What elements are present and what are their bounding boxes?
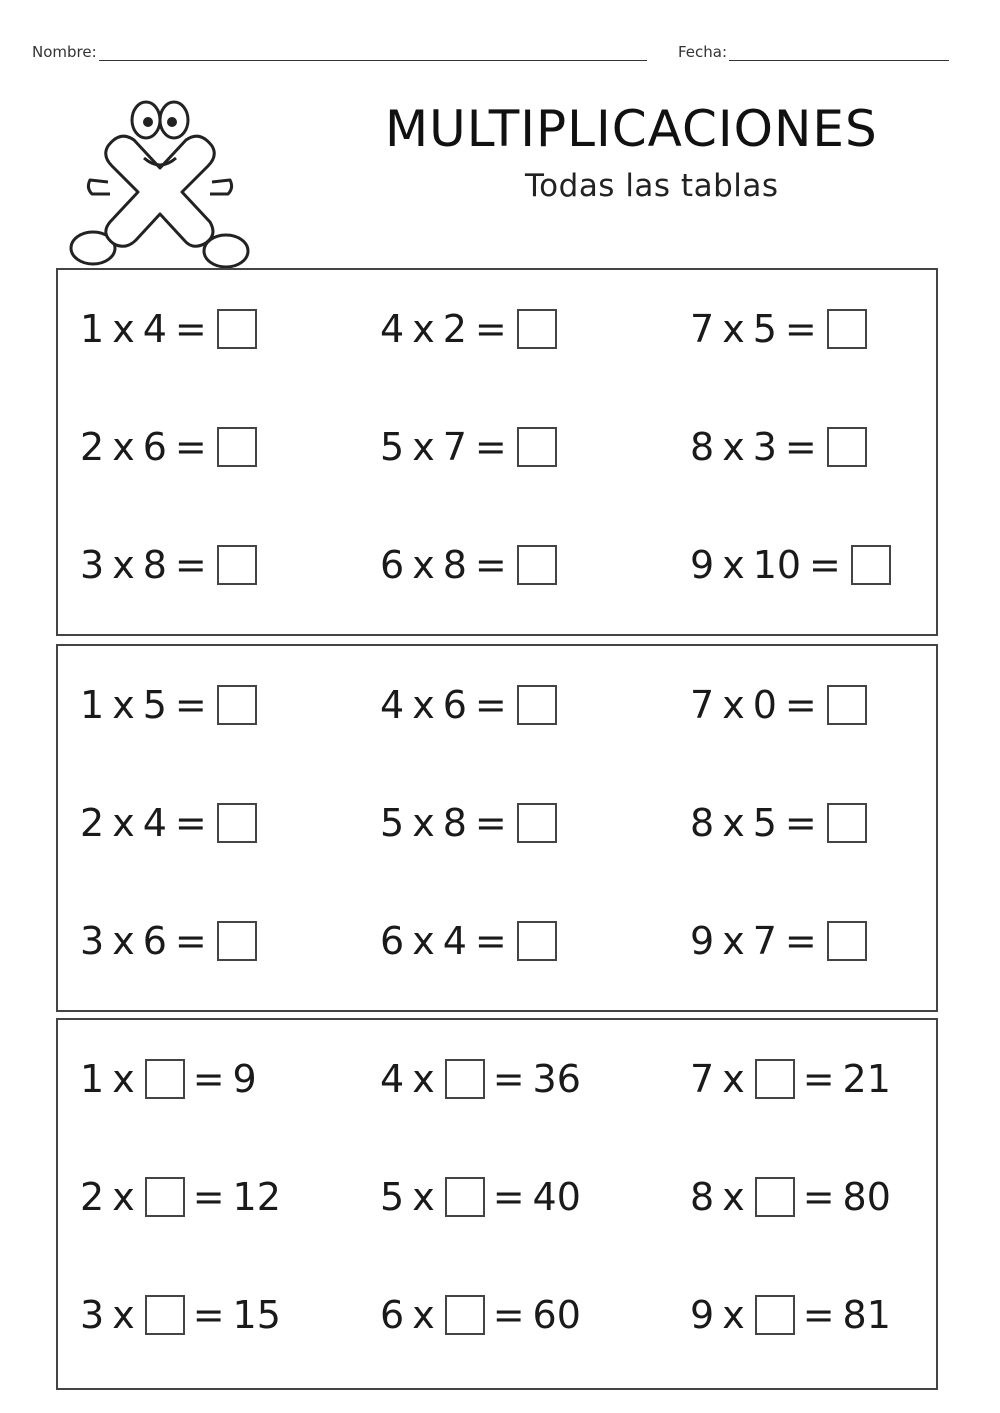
equation: 4 x 2 = <box>380 292 690 366</box>
answer-box[interactable] <box>827 427 867 467</box>
answer-box[interactable] <box>851 545 891 585</box>
answer-box[interactable] <box>217 921 257 961</box>
answer-box[interactable] <box>445 1295 485 1335</box>
equation: 2 x 4 = <box>80 786 380 860</box>
equation: 7 x 5 = <box>690 292 960 366</box>
answer-box[interactable] <box>827 309 867 349</box>
answer-box[interactable] <box>145 1059 185 1099</box>
equation: 3 x 6 = <box>80 904 380 978</box>
answer-box[interactable] <box>517 921 557 961</box>
equation: 2 x = 12 <box>80 1175 281 1219</box>
page-subtitle: Todas las tablas <box>525 168 779 204</box>
name-field[interactable] <box>32 42 647 61</box>
equation: 5 x 8 = <box>380 786 690 860</box>
answer-box[interactable] <box>755 1059 795 1099</box>
equation: 9 x 7 = <box>690 904 960 978</box>
multiplication-sign-mascot-icon <box>68 98 253 273</box>
equation: 3 x 8 = <box>80 528 380 602</box>
answer-box[interactable] <box>517 803 557 843</box>
equation: 6 x 4 = <box>380 904 690 978</box>
equation: 6 x = 60 <box>380 1293 581 1337</box>
answer-box[interactable] <box>145 1177 185 1217</box>
answer-box[interactable] <box>827 803 867 843</box>
equation: 7 x = 21 <box>690 1057 891 1101</box>
equation: 5 x 7 = <box>380 410 690 484</box>
equation: 6 x 8 = <box>380 528 690 602</box>
answer-box[interactable] <box>445 1177 485 1217</box>
equation: 1 x = 9 <box>80 1057 257 1101</box>
equation: 5 x = 40 <box>380 1175 581 1219</box>
equation: 8 x 3 = <box>690 410 960 484</box>
answer-box[interactable] <box>517 427 557 467</box>
answer-box[interactable] <box>145 1295 185 1335</box>
date-label: Fecha: <box>678 43 728 61</box>
answer-box[interactable] <box>217 685 257 725</box>
exercise-panel-2 <box>56 644 938 1012</box>
answer-box[interactable] <box>217 545 257 585</box>
name-blank-line[interactable] <box>99 42 647 61</box>
equation: 8 x 5 = <box>690 786 960 860</box>
exercise-panel-3 <box>56 1018 938 1390</box>
exercise-panel-1 <box>56 268 938 636</box>
answer-box[interactable] <box>217 427 257 467</box>
answer-box[interactable] <box>755 1295 795 1335</box>
equation: 3 x = 15 <box>80 1293 281 1337</box>
date-blank-line[interactable] <box>729 42 949 61</box>
equation: 1 x 4 = <box>80 292 380 366</box>
answer-box[interactable] <box>827 921 867 961</box>
answer-box[interactable] <box>517 685 557 725</box>
page-title: MULTIPLICACIONES <box>385 100 878 158</box>
equation: 7 x 0 = <box>690 668 960 742</box>
equation: 9 x = 81 <box>690 1293 891 1337</box>
equation: 4 x 6 = <box>380 668 690 742</box>
answer-box[interactable] <box>445 1059 485 1099</box>
answer-box[interactable] <box>217 309 257 349</box>
answer-box[interactable] <box>827 685 867 725</box>
name-label: Nombre: <box>32 43 97 61</box>
equation: 4 x = 36 <box>380 1057 581 1101</box>
equation: 8 x = 80 <box>690 1175 891 1219</box>
answer-box[interactable] <box>217 803 257 843</box>
equation: 1 x 5 = <box>80 668 380 742</box>
equation: 2 x 6 = <box>80 410 380 484</box>
answer-box[interactable] <box>517 309 557 349</box>
answer-box[interactable] <box>755 1177 795 1217</box>
answer-box[interactable] <box>517 545 557 585</box>
equation: 9 x 10 = <box>690 528 960 602</box>
date-field[interactable] <box>678 42 949 61</box>
